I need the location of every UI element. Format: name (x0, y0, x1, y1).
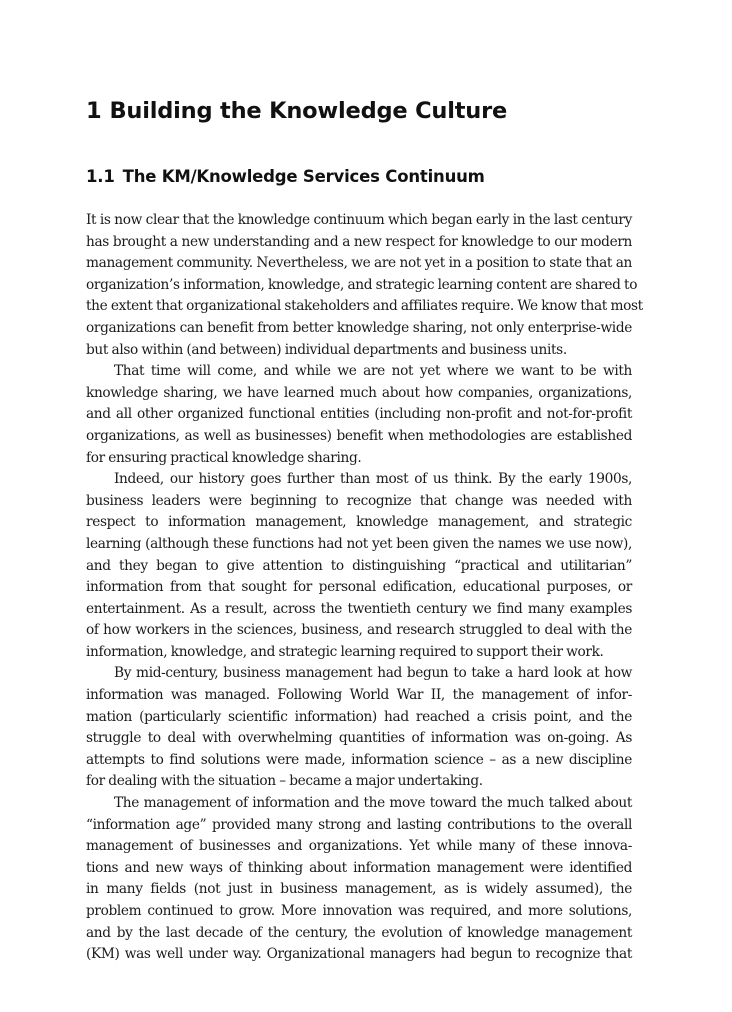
text-line: entertainment. As a result, across the twentieth century we find many examples (86, 600, 632, 617)
text-line: Indeed, our history goes further than most of us think. By the early 1900s, (114, 471, 632, 488)
text-line: problem continued to grow. More innovation was required, and more solutions, (86, 903, 632, 919)
text-line: mation (particularly scientific information) had reached a crisis point, and the (86, 708, 632, 725)
text-line: has brought a new understanding and a new respect for knowledge to our modern (86, 233, 632, 250)
text-line: for dealing with the situation – became a major undertaking. (86, 773, 483, 790)
text-line: It is now clear that the knowledge continuum which began early in the last century (86, 212, 632, 228)
section-title: The KM/Knowledge Services Continuum (122, 167, 485, 186)
text-line: learning (although these functions had not yet been given the names we use now), (86, 535, 632, 552)
text-line: The management of information and the move toward the much talked about (114, 795, 632, 812)
text-line: information, knowledge, and strategic learning required to support their work. (86, 643, 604, 660)
text-line: management community. Nevertheless, we are not yet in a position to state that an (86, 255, 632, 272)
text-line: of how workers in the sciences, business, and research struggled to deal with the (86, 622, 632, 639)
text-line: struggle to deal with overwhelming quantities of information was on-going. As (86, 730, 632, 747)
text-line: information from that sought for personal edification, educational purposes, or (86, 579, 632, 596)
text-line: knowledge sharing, we have learned much about how companies, organizations, (86, 384, 632, 401)
text-line: That time will come, and while we are not yet where we want to be with (114, 363, 632, 380)
section-number: 1.1 (86, 167, 115, 186)
text-line: and all other organized functional entities (including non-profit and not-for-profit (86, 406, 632, 423)
chapter-title: Building the Knowledge Culture (109, 98, 508, 124)
text-line: By mid-century, business management had begun to take a hard look at how (114, 665, 632, 682)
text-line: in many fields (not just in business management, as is widely assumed), the (86, 881, 632, 898)
chapter-number: 1 (86, 98, 102, 124)
text-line: and by the last decade of the century, the evolution of knowledge management (86, 924, 632, 941)
text-line: for ensuring practical knowledge sharing. (86, 449, 362, 466)
text-line: but also within (and between) individual departments and business units. (86, 341, 567, 358)
text-line: organizations can benefit from better knowledge sharing, not only enterprise-wide (86, 319, 632, 336)
text-line: business leaders were beginning to recognize that change was needed with (86, 492, 632, 509)
text-line: and they began to give attention to distinguishing “practical and utilitarian” (86, 557, 632, 574)
text-line: information was managed. Following World War II, the management of infor- (86, 687, 632, 704)
text-line: “information age” provided many strong and lasting contributions to the overall (86, 816, 632, 833)
text-line: organizations, as well as businesses) benefit when methodologies are established (86, 427, 632, 444)
text-line: (KM) was well under way. Organizational managers had begun to recognize that (86, 946, 632, 963)
text-line: the extent that organizational stakeholders and affiliates require. We know that most (86, 298, 643, 315)
body-text (86, 210, 643, 966)
text-line: attempts to find solutions were made, information science – as a new discipline (86, 751, 632, 768)
section-heading (86, 165, 485, 189)
text-line: organization’s information, knowledge, and strategic learning content are shared to (86, 276, 638, 293)
text-line: tions and new ways of thinking about information management were identified (86, 859, 632, 876)
chapter-heading (86, 96, 507, 126)
text-line: management of businesses and organizations. Yet while many of these innova- (86, 838, 632, 855)
text-line: respect to information management, knowledge management, and strategic (86, 514, 632, 531)
